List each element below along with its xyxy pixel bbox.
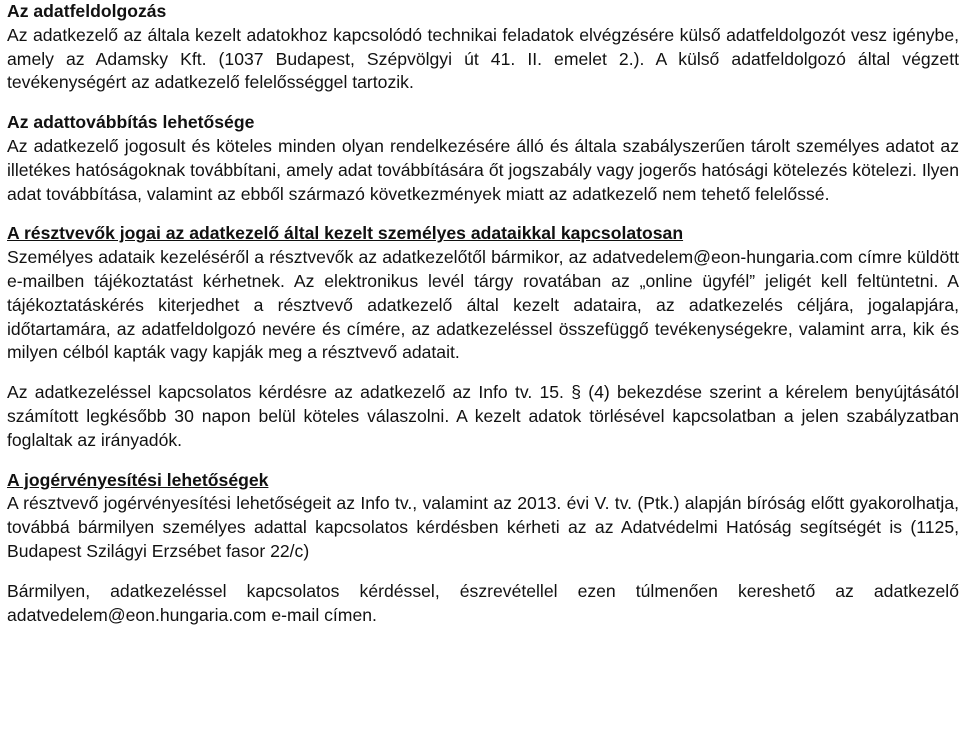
document-page	[7, 0, 959, 627]
section-heading: Az adatfeldolgozás	[7, 1, 167, 21]
section-response-deadline	[7, 381, 959, 452]
spacer	[7, 365, 959, 381]
spacer	[7, 453, 959, 469]
section-heading: Az adattovábbítás lehetősége	[7, 112, 255, 133]
section-body: Bármilyen, adatkezeléssel kapcsolatos kérdéssel, észrevétellel ezen túlmenően kereshető az adatkezelő adatvedelem@eon.hungaria.com e-mail címen.	[7, 580, 959, 625]
section-contact	[7, 580, 959, 628]
spacer	[7, 206, 959, 222]
section-participant-rights	[7, 222, 959, 365]
section-legal-remedies	[7, 469, 959, 564]
section-body: A résztvevő jogérvényesítési lehetőségeit az Info tv., valamint az 2013. évi V. tv. (Ptk.) alapján bíróság előtt gyakorolhatja, továbbá bármilyen személyes adattal kapcsolatos kérdésben kérheti az az Adatvédelmi Hatóság segítségét is (1125, Budapest Szilágyi Erzsébet fasor 22/c)	[7, 493, 959, 561]
section-body: Személyes adataik kezeléséről a résztvevők az adatkezelőtől bármikor, az adatvedelem@eon-hungaria.com címre küldött e-mailben tájékoztatást kérhetnek. Az elektronikus levél tárgy rovatában az „online ügyfél” jeligét kell feltüntetni. A tájékoztatáskérés kiterjedhet a résztvevő adatkezelő által kezelt adataira, az adatkezelés céljára, jogalapjára, időtartamára, az adatfeldolgozó nevére és címére, az adatkezeléssel összefüggő tevékenységekre, valamint arra, kik és milyen célból kapták vagy kapják meg a résztvevő adatait.	[7, 247, 959, 363]
section-heading: A jogérvényesítési lehetőségek	[7, 469, 269, 490]
section-heading: A résztvevők jogai az adatkezelő által kezelt személyes adataikkal kapcsolatosan	[7, 223, 684, 244]
section-body: Az adatkezelő jogosult és köteles minden olyan rendelkezésére álló és általa szabályszerűen tárolt személyes adatot az illetékes hatóságoknak továbbítani, amely adat továbbítására őt jogszabály vagy jogerős hatósági kötelezés kötelezi. Ilyen adat továbbítása, valamint az ebből származó következmények miatt az adatkezelő nem tehető felelőssé.	[7, 135, 959, 204]
section-data-transfer	[7, 111, 959, 206]
spacer	[7, 564, 959, 580]
section-body: Az adatkezelő az általa kezelt adatokhoz kapcsolódó technikai feladatok elvégzésére külső adatfeldolgozót vesz igénybe, amely az Adamsky Kft. (1037 Budapest, Szépvölgyi út 41. II. emelet 2.). A külső adatfeldolgozó által végzett tevékenységért az adatkezelő felelősséggel tartozik.	[7, 24, 959, 93]
spacer	[7, 95, 959, 111]
section-data-processing	[7, 0, 959, 95]
section-body: Az adatkezeléssel kapcsolatos kérdésre az adatkezelő az Info tv. 15. § (4) bekezdése szerint a kérelem benyújtásától számított legkésőbb 30 napon belül köteles válaszolni. A kezelt adatok törlésével kapcsolatban a jelen szabályzatban foglaltak az irányadók.	[7, 382, 959, 450]
